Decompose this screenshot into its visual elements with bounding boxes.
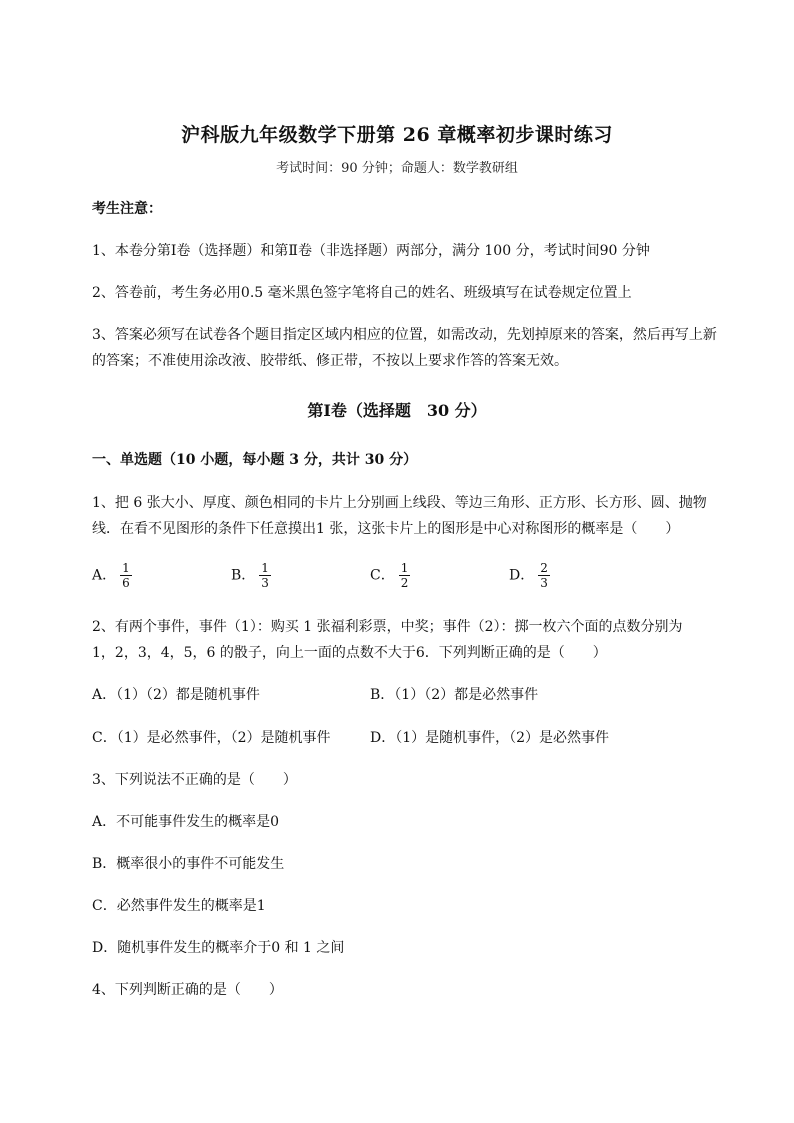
fraction [538, 561, 550, 590]
q1-stem-line-1: 1、把 6 张大小、厚度、颜色相同的卡片上分别画上线段、等边三角形、正方形、长方形、圆、抛物 [92, 495, 707, 511]
notice-item-3-continued: 的答案；不准使用涂改液、胶带纸、修正带，不按以上要求作答的答案无效。 [92, 353, 568, 369]
fraction-numerator: 1 [261, 561, 269, 575]
exam-title: 沪科版九年级数学下册第 26 章概率初步课时练习 [181, 124, 613, 146]
fraction [259, 561, 271, 590]
q1-stem-line-2: 线．在看不见图形的条件下任意摸出1 张，这张卡片上的图形是中心对称图形的概率是（ ） [92, 521, 680, 537]
option-label: C． [370, 567, 395, 584]
q1-option-b[interactable] [231, 561, 271, 590]
q3-stem: 3、下列说法不正确的是（ ） [92, 772, 297, 788]
fraction-denominator: 3 [540, 576, 548, 590]
q3-option-b[interactable]: B．概率很小的事件不可能发生 [92, 856, 285, 872]
notice-heading: 考生注意： [92, 201, 162, 217]
q4-stem: 4、下列判断正确的是（ ） [92, 982, 283, 998]
fraction [399, 561, 411, 590]
q3-option-d[interactable]: D．随机事件发生的概率介于0 和 1 之间 [92, 940, 345, 956]
fraction-numerator: 1 [400, 561, 409, 575]
notice-item-2: 2、答卷前，考生务必用0.5 毫米黑色签字笔将自己的姓名、班级填写在试卷规定位置上 [92, 285, 632, 301]
notice-item-1: 1、本卷分第Ⅰ卷（选择题）和第Ⅱ卷（非选择题）两部分，满分 100 分，考试时间90 分钟 [92, 243, 650, 259]
q1-option-c[interactable] [370, 561, 410, 590]
fraction-denominator: 6 [122, 576, 130, 590]
q2-stem-line-1: 2、有两个事件，事件（1）：购买 1 张福利彩票，中奖；事件（2）：掷一枚六个面的点数分别为 [92, 619, 683, 635]
fraction-numerator: 1 [122, 561, 130, 575]
q2-option-b[interactable]: B．（1）（2）都是必然事件 [370, 687, 539, 703]
q2-stem-line-2: 1，2，3，4，5，6 的骰子，向上一面的点数不大于6．下列判断正确的是（ ） [92, 645, 607, 661]
fraction-numerator: 2 [540, 561, 548, 575]
fraction [120, 561, 132, 590]
fraction-denominator: 2 [400, 576, 409, 590]
q2-option-a[interactable]: A．（1）（2）都是随机事件 [92, 687, 260, 703]
part-title: 一、单选题（10 小题，每小题 3 分，共计 30 分） [92, 452, 418, 468]
fraction-denominator: 3 [261, 576, 269, 590]
section-title: 第Ⅰ卷（选择题 30 分） [307, 401, 487, 420]
q3-option-a[interactable]: A．不可能事件发生的概率是0 [92, 814, 280, 830]
exam-subtitle: 考试时间：90 分钟；命题人：数学教研组 [276, 161, 518, 176]
option-label: D． [509, 567, 535, 584]
q2-option-c[interactable]: C．（1）是必然事件，（2）是随机事件 [92, 730, 331, 746]
q1-option-d[interactable] [509, 561, 550, 590]
option-label: A． [92, 567, 117, 584]
q3-option-c[interactable]: C．必然事件发生的概率是1 [92, 898, 266, 914]
q2-option-d[interactable]: D．（1）是随机事件，（2）是必然事件 [370, 730, 610, 746]
notice-item-3: 3、答案必须写在试卷各个题目指定区域内相应的位置，如需改动，先划掉原来的答案，然后再写上新 [92, 327, 717, 343]
q1-option-a[interactable] [92, 561, 132, 590]
option-label: B． [231, 567, 256, 584]
